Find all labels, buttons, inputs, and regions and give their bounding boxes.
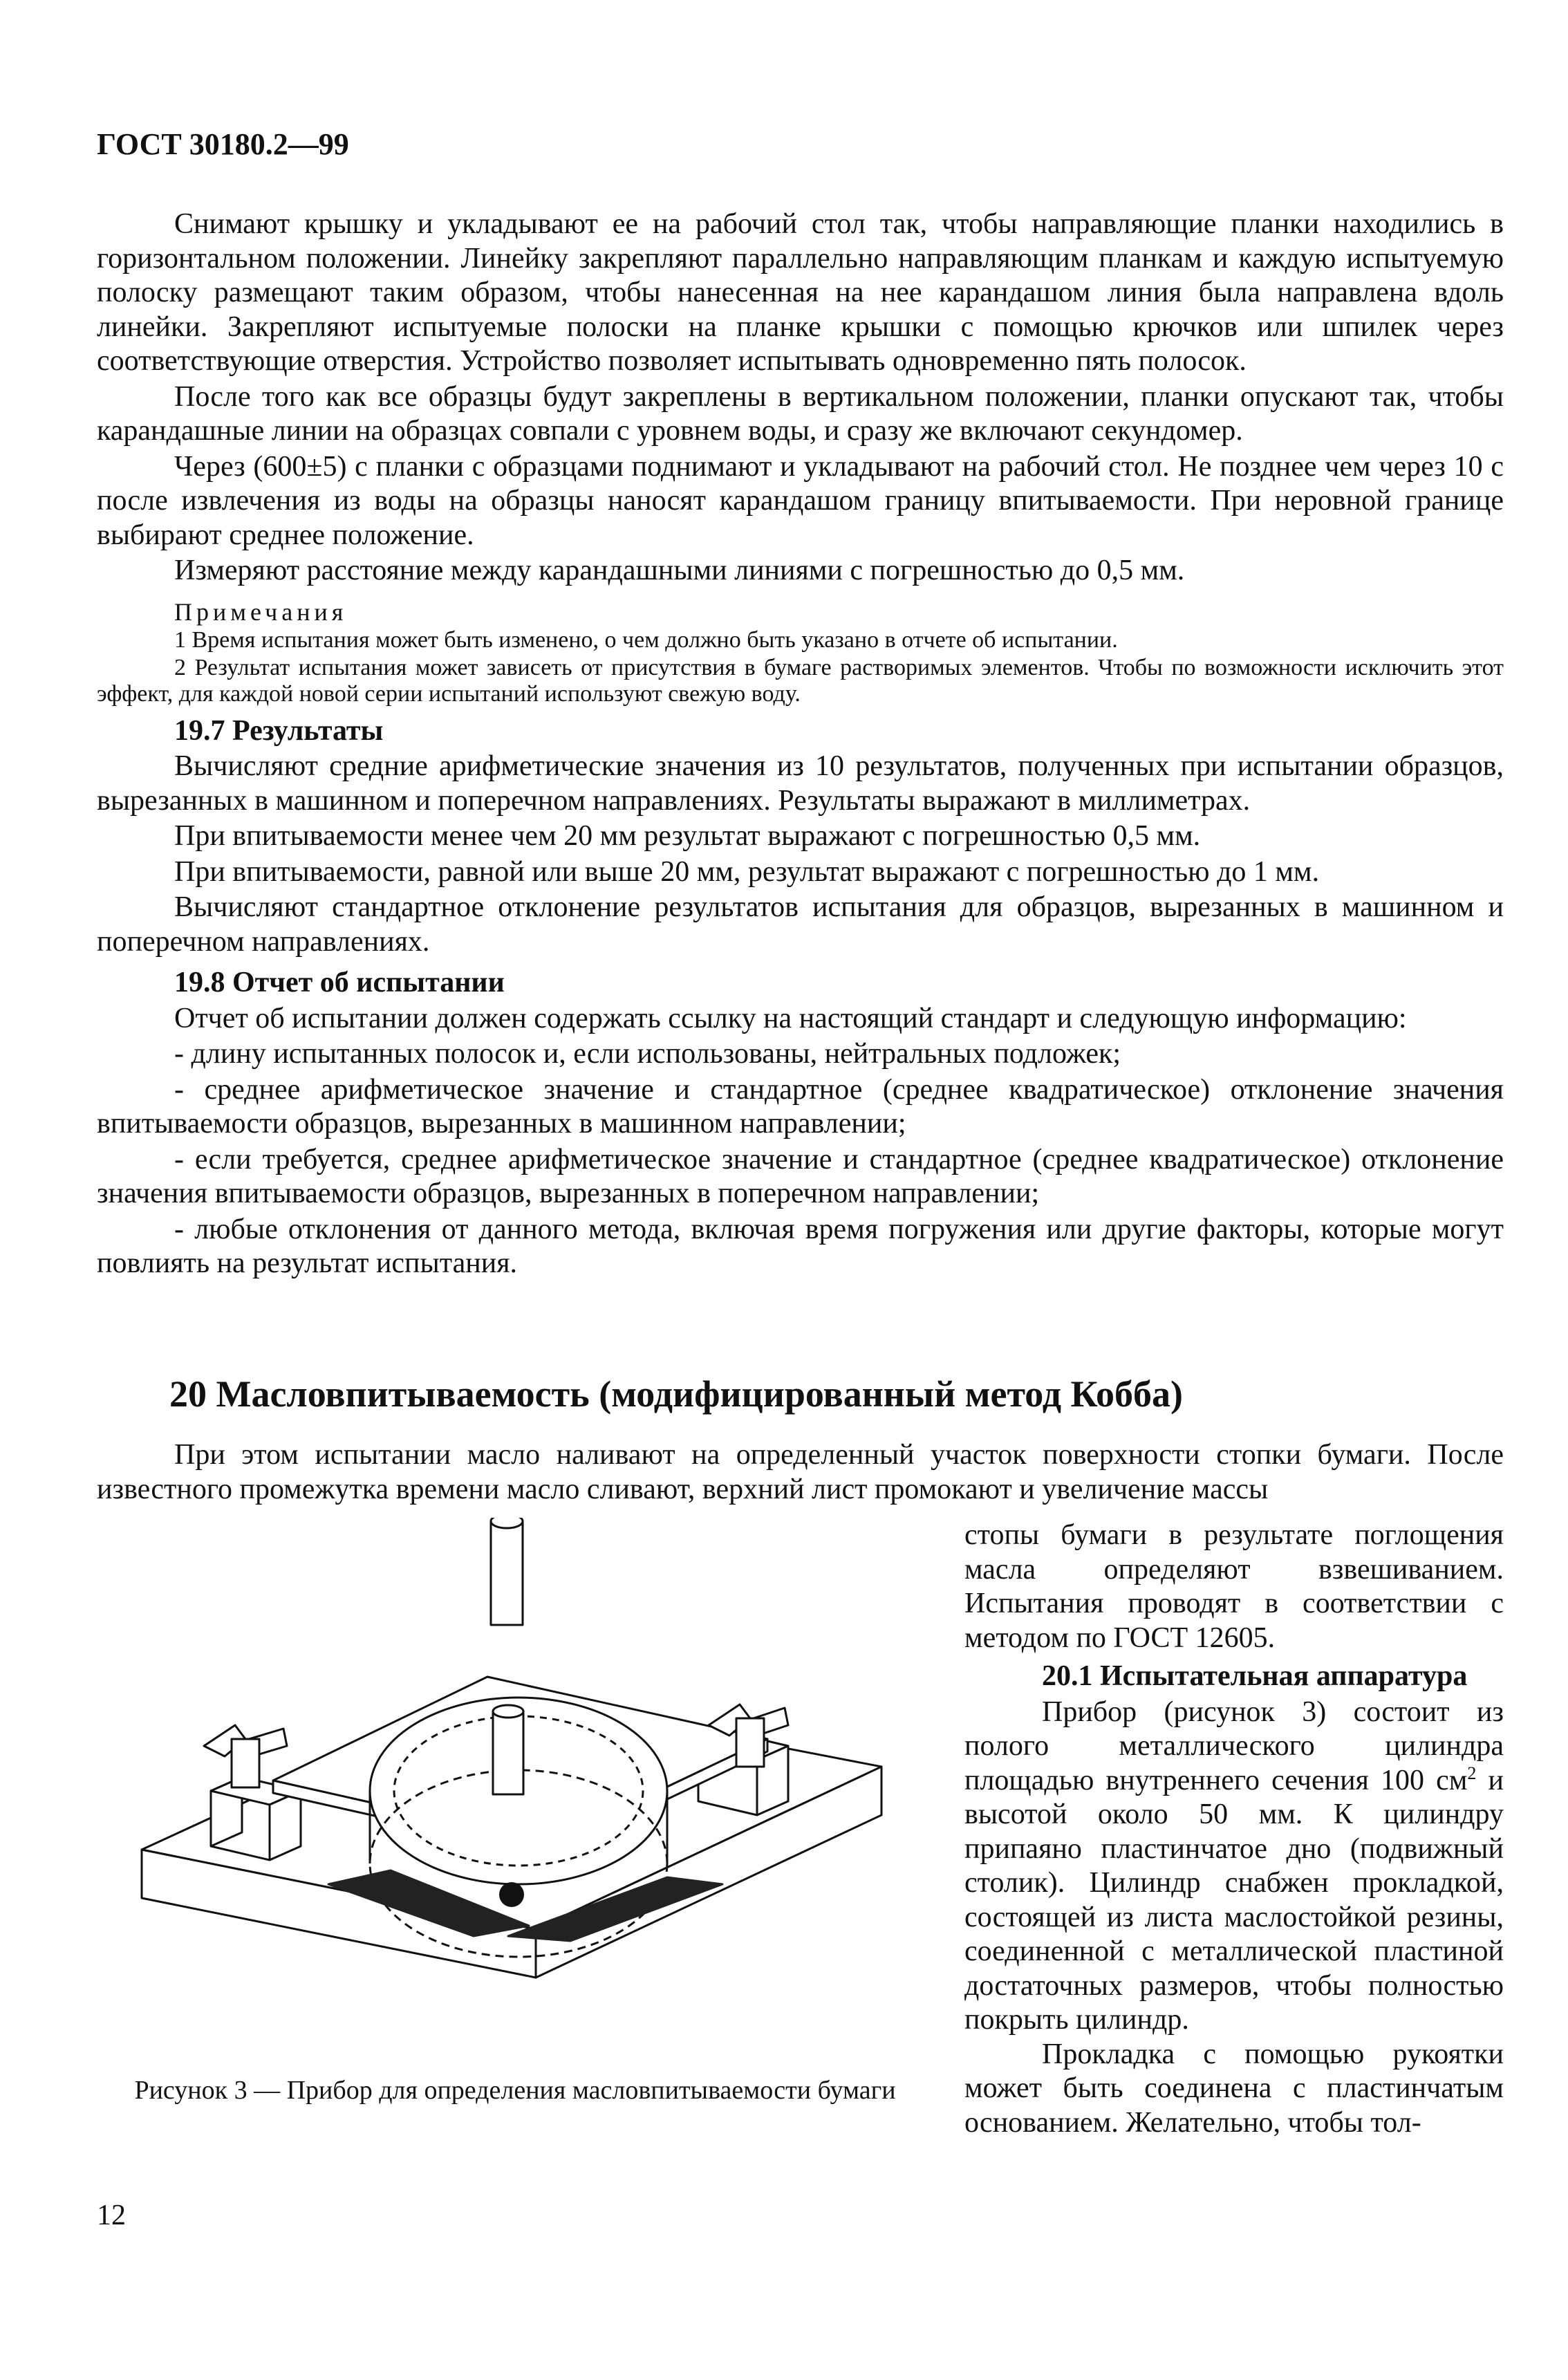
paragraph: Отчет об испытании должен содержать ссылку на настоящий стандарт и следующую информацию: (174, 1002, 1407, 1034)
base-plate-dot (499, 1882, 524, 1907)
section-20-intro (97, 1438, 1504, 1507)
paragraph-gasket: Прокладка с помощью рукоятки может быть соединена с пластинчатым основанием. Желательно, чтобы тол- (964, 2038, 1504, 2139)
section-heading-20: 20 Масловпитываемость (модифицированный метод Кобба) (169, 1373, 1183, 1415)
list-item: - длину испытанных полосок и, если использованы, нейтральных подложек; (174, 1038, 1121, 1070)
notes-heading: Примечания (174, 597, 348, 626)
paragraph: Вычисляют средние арифметические значения из 10 результатов, полученных при испытании образцов, вырезанных в машинном и поперечном направлениях. Результаты выражают в миллиметрах. (97, 750, 1504, 817)
list-item: - любые отклонения от данного метода, включая время погружения или другие факторы, которые могут повлиять на результат испытания. (97, 1213, 1504, 1279)
section-heading-19-7: 19.7 Результаты (174, 714, 384, 747)
standard-header: ГОСТ 30180.2—99 (97, 127, 349, 161)
paragraph: При впитываемости, равной или выше 20 мм, результат выражают с погрешностью до 1 мм. (174, 855, 1320, 888)
note-item: 2 Результат испытания может зависеть от присутствия в бумаге растворимых элементов. Чтобы по возможности исключить этот эффект, для каждой новой серии испытаний используют свежую воду. (97, 654, 1504, 707)
apparatus-figure (100, 1518, 923, 2050)
section-heading-20-1: 20.1 Испытательная аппаратура (1042, 1660, 1468, 1692)
paragraph-apparatus (964, 1695, 1504, 2038)
figure-caption: Рисунок 3 — Прибор для определения масловпитываемости бумаги (134, 2076, 896, 2105)
section-heading-19-8: 19.8 Отчет об испытании (174, 967, 505, 998)
apparatus-text-a: Прибор (рисунок 3) состоит из полого металлического цилиндра площадью внутреннего сечения 100 см (964, 1695, 1504, 1796)
note-item: 1 Время испытания может быть изменено, о чем должно быть указано в отчете об испытании. (174, 626, 1118, 653)
paragraph: После того как все образцы будут закреплены в вертикальном положении, планки опускают так, чтобы карандашные линии на образцах совпали с уровнем воды, и сразу же включают секундомер. (97, 380, 1504, 447)
paragraph: При впитываемости менее чем 20 мм результат выражают с погрешностью 0,5 мм. (174, 820, 1201, 852)
paragraph: Снимают крышку и укладывают ее на рабочий стол так, чтобы направляющие планки находились в горизонтальном положении. Линейку закрепляют параллельно направляющим планкам и каждую испытуемую полоску размещают таким образом, чтобы нанесенная на нее карандашом линия была направлена вдоль линейки. Закрепляют испытуемые полоски на планке крышки с помощью крючков или шпилек через соответствующие отверстия. Устройство позволяет испытывать одновременно пять полосок. (97, 208, 1504, 377)
top-rod (491, 1521, 523, 1625)
paragraph: Вычисляют стандартное отклонение результатов испытания для образцов, вырезанных в машинном и поперечном направлениях. (97, 891, 1504, 958)
paragraph: Через (600±5) с планки с образцами поднимают и укладывают на рабочий стол. Не позднее чем через 10 с после извлечения из воды на образцы наносят карандашом границу впитываемости. При неровной границе выбирают среднее положение. (97, 450, 1504, 551)
list-item: - если требуется, среднее арифметическое значение и стандартное (среднее квадратическое) отклонение значения впитываемости образцов, вырезанных в поперечном направлении; (97, 1143, 1504, 1209)
superscript: 2 (1467, 1763, 1477, 1783)
main-text-block (97, 207, 1504, 1281)
paragraph: стопы бумаги в результате поглощения масла определяют взвешиванием. Испытания проводят в соответствии с методом по ГОСТ 12605. (964, 1519, 1504, 1654)
left-wing-nut (204, 1725, 287, 1787)
paragraph: Измеряют расстояние между карандашными линиями с погрешностью до 0,5 мм. (174, 555, 1185, 586)
apparatus-text-b: и высотой около 50 мм. К цилиндру припаяно пластинчатое дно (подвижный столик). Цилиндр снабжен прокладкой, состоящей из листа маслостойкой резины, соединенной с металлической пластиной достаточных размеров, чтобы полностью покрыть цилиндр. (964, 1764, 1504, 2036)
list-item: - среднее арифметическое значение и стандартное (среднее квадратическое) отклонение значения впитываемости образцов, вырезанных в машинном направлении; (97, 1073, 1504, 1140)
page-number: 12 (97, 2200, 126, 2231)
center-rod (493, 1711, 523, 1794)
right-column-text (964, 1518, 1504, 2140)
paragraph: При этом испытании масло наливают на определенный участок поверхности стопки бумаги. После известного промежутка времени масло сливают, верхний лист промокают и увеличение массы (97, 1439, 1504, 1505)
